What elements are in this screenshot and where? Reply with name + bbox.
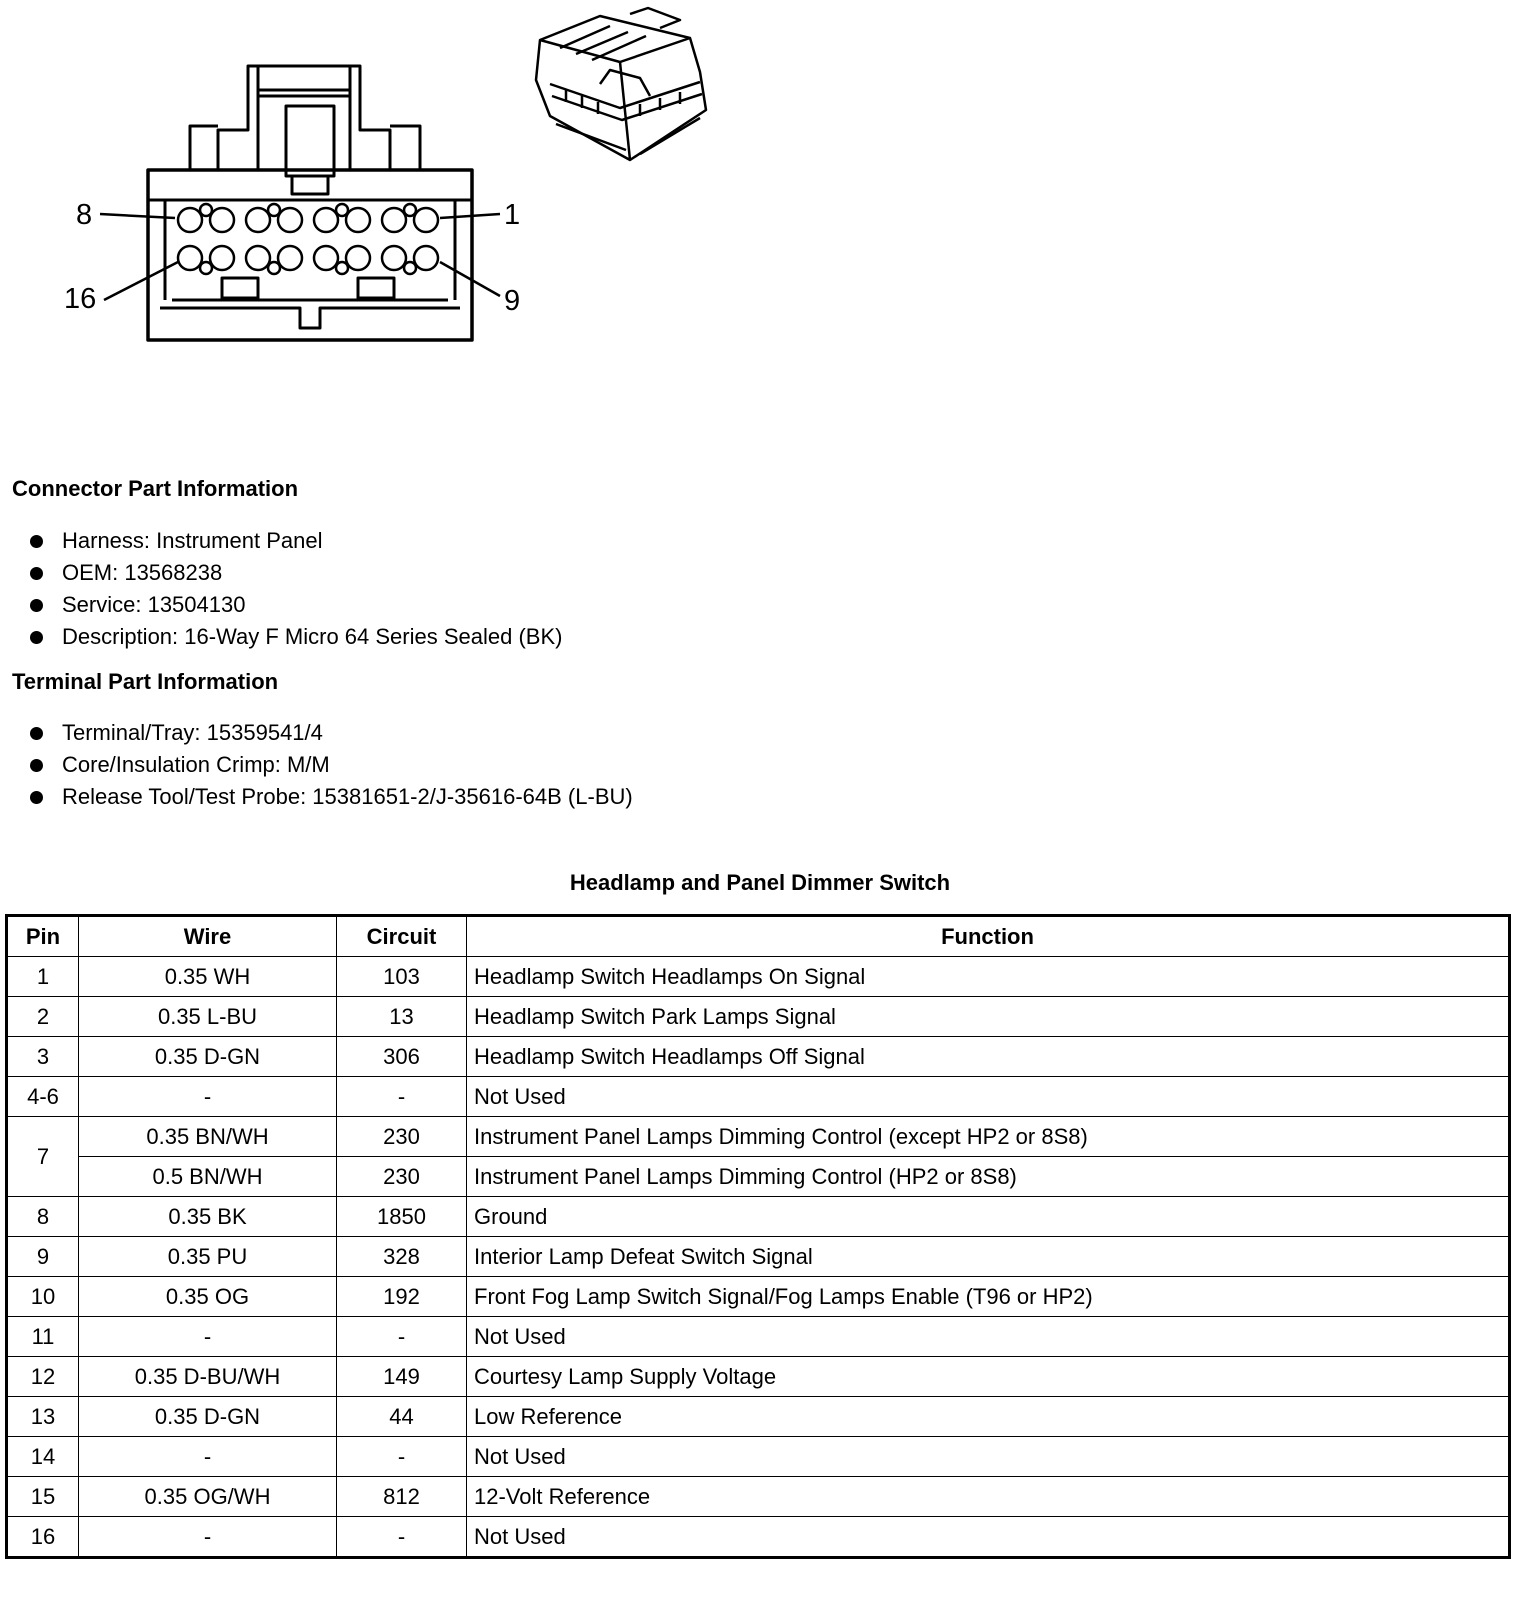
wire-cell: 0.35 BK bbox=[79, 1197, 337, 1237]
wire-cell: - bbox=[79, 1317, 337, 1357]
circuit-cell: 44 bbox=[337, 1397, 467, 1437]
wire-cell: - bbox=[79, 1517, 337, 1558]
pinout-table bbox=[5, 914, 1511, 1559]
table-title: Headlamp and Panel Dimmer Switch bbox=[569, 870, 951, 895]
terminal-info-list bbox=[30, 717, 633, 813]
wire-cell: 0.35 OG/WH bbox=[79, 1477, 337, 1517]
function-cell: Headlamp Switch Park Lamps Signal bbox=[467, 997, 1510, 1037]
connector-diagram bbox=[0, 0, 760, 380]
list-item: Harness: Instrument Panel bbox=[30, 525, 562, 557]
wire-cell: 0.35 OG bbox=[79, 1277, 337, 1317]
list-item: Terminal/Tray: 15359541/4 bbox=[30, 717, 633, 749]
header-function: Function bbox=[467, 916, 1510, 957]
circuit-cell: - bbox=[337, 1317, 467, 1357]
pin-cell: 4-6 bbox=[7, 1077, 79, 1117]
function-cell: Not Used bbox=[467, 1437, 1510, 1477]
wire-cell: 0.35 BN/WH bbox=[79, 1117, 337, 1157]
table-row bbox=[7, 1077, 1510, 1117]
wire-cell: - bbox=[79, 1437, 337, 1477]
pin-cell: 15 bbox=[7, 1477, 79, 1517]
table-row bbox=[7, 1117, 1510, 1157]
pin-label-9: 9 bbox=[504, 285, 521, 317]
pin-cell: 10 bbox=[7, 1277, 79, 1317]
circuit-cell: 103 bbox=[337, 957, 467, 997]
header-pin: Pin bbox=[7, 916, 79, 957]
connector-face-drawing bbox=[0, 0, 760, 380]
circuit-cell: 306 bbox=[337, 1037, 467, 1077]
pin-cell: 3 bbox=[7, 1037, 79, 1077]
table-row bbox=[7, 1237, 1510, 1277]
function-cell: Ground bbox=[467, 1197, 1510, 1237]
function-cell: Not Used bbox=[467, 1317, 1510, 1357]
connector-isometric-view bbox=[536, 8, 706, 160]
wire-cell: 0.35 D-GN bbox=[79, 1397, 337, 1437]
table-row bbox=[7, 1037, 1510, 1077]
function-cell: Headlamp Switch Headlamps Off Signal bbox=[467, 1037, 1510, 1077]
circuit-cell: - bbox=[337, 1517, 467, 1558]
table-row bbox=[7, 1197, 1510, 1237]
wire-cell: 0.35 L-BU bbox=[79, 997, 337, 1037]
table-row bbox=[7, 1317, 1510, 1357]
function-cell: Interior Lamp Defeat Switch Signal bbox=[467, 1237, 1510, 1277]
table-row bbox=[7, 1397, 1510, 1437]
table-row bbox=[7, 1477, 1510, 1517]
circuit-cell: - bbox=[337, 1077, 467, 1117]
function-cell: Courtesy Lamp Supply Voltage bbox=[467, 1357, 1510, 1397]
pin-label-16: 16 bbox=[64, 283, 97, 315]
circuit-cell: 230 bbox=[337, 1157, 467, 1197]
circuit-cell: 812 bbox=[337, 1477, 467, 1517]
function-cell: Not Used bbox=[467, 1077, 1510, 1117]
pin-cavities bbox=[178, 204, 438, 274]
pin-cell: 9 bbox=[7, 1237, 79, 1277]
table-row bbox=[7, 1437, 1510, 1477]
table-header-row bbox=[7, 916, 1510, 957]
table-row bbox=[7, 1157, 1510, 1197]
pin-label-1: 1 bbox=[504, 199, 521, 231]
pin-cell: 14 bbox=[7, 1437, 79, 1477]
wire-cell: 0.35 D-BU/WH bbox=[79, 1357, 337, 1397]
list-item: Description: 16-Way F Micro 64 Series Sealed (BK) bbox=[30, 621, 562, 653]
table-row bbox=[7, 997, 1510, 1037]
function-cell: Instrument Panel Lamps Dimming Control (HP2 or 8S8) bbox=[467, 1157, 1510, 1197]
wire-cell: 0.35 D-GN bbox=[79, 1037, 337, 1077]
pin-cell: 2 bbox=[7, 997, 79, 1037]
connector-info-list bbox=[30, 525, 562, 653]
wire-cell: - bbox=[79, 1077, 337, 1117]
table-row bbox=[7, 1517, 1510, 1558]
wire-cell: 0.35 PU bbox=[79, 1237, 337, 1277]
function-cell: Instrument Panel Lamps Dimming Control (except HP2 or 8S8) bbox=[467, 1117, 1510, 1157]
pin-cell: 12 bbox=[7, 1357, 79, 1397]
list-item: Core/Insulation Crimp: M/M bbox=[30, 749, 633, 781]
circuit-cell: 13 bbox=[337, 997, 467, 1037]
connector-info-heading: Connector Part Information bbox=[12, 476, 299, 501]
list-item: Release Tool/Test Probe: 15381651-2/J-35616-64B (L-BU) bbox=[30, 781, 633, 813]
function-cell: Not Used bbox=[467, 1517, 1510, 1558]
header-wire: Wire bbox=[79, 916, 337, 957]
pin-cell: 1 bbox=[7, 957, 79, 997]
pin-cell: 7 bbox=[7, 1117, 79, 1197]
function-cell: Headlamp Switch Headlamps On Signal bbox=[467, 957, 1510, 997]
table-row bbox=[7, 1357, 1510, 1397]
wire-cell: 0.35 WH bbox=[79, 957, 337, 997]
list-item: Service: 13504130 bbox=[30, 589, 562, 621]
pin-label-8: 8 bbox=[76, 199, 93, 231]
circuit-cell: 328 bbox=[337, 1237, 467, 1277]
list-item: OEM: 13568238 bbox=[30, 557, 562, 589]
wire-cell: 0.5 BN/WH bbox=[79, 1157, 337, 1197]
pin-cell: 13 bbox=[7, 1397, 79, 1437]
pin-cell: 11 bbox=[7, 1317, 79, 1357]
header-circuit: Circuit bbox=[337, 916, 467, 957]
circuit-cell: - bbox=[337, 1437, 467, 1477]
pin-cell: 16 bbox=[7, 1517, 79, 1558]
function-cell: Front Fog Lamp Switch Signal/Fog Lamps Enable (T96 or HP2) bbox=[467, 1277, 1510, 1317]
table-row bbox=[7, 1277, 1510, 1317]
terminal-info-heading: Terminal Part Information bbox=[12, 669, 279, 694]
circuit-cell: 192 bbox=[337, 1277, 467, 1317]
circuit-cell: 230 bbox=[337, 1117, 467, 1157]
function-cell: 12-Volt Reference bbox=[467, 1477, 1510, 1517]
table-row bbox=[7, 957, 1510, 997]
function-cell: Low Reference bbox=[467, 1397, 1510, 1437]
circuit-cell: 1850 bbox=[337, 1197, 467, 1237]
circuit-cell: 149 bbox=[337, 1357, 467, 1397]
pin-cell: 8 bbox=[7, 1197, 79, 1237]
